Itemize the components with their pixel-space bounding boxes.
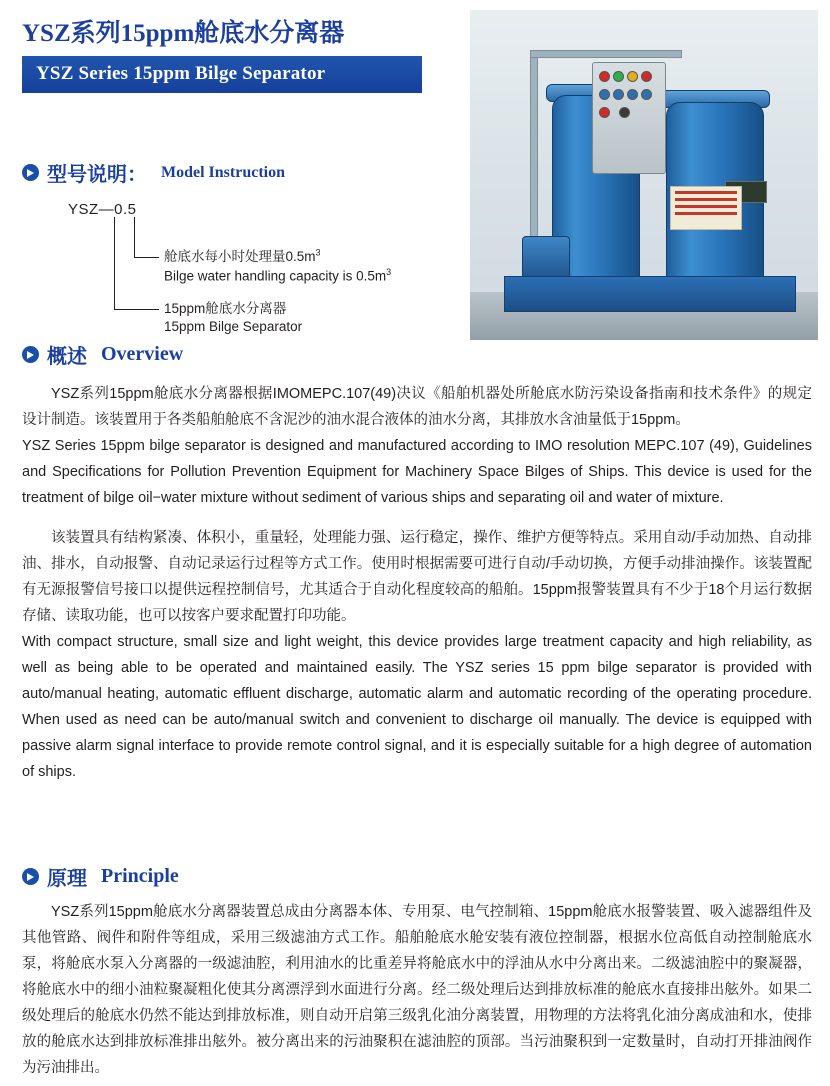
principle-title-cn: 原理: [47, 868, 87, 890]
equipment-base-frame: [504, 276, 796, 312]
overview-heading: [22, 340, 812, 369]
page-title-en-bar: YSZ Series 15ppm Bilge Separator: [22, 56, 422, 93]
emergency-stop-button: [599, 107, 610, 118]
document-header: [22, 18, 452, 93]
control-panel-row-3: [599, 107, 659, 116]
page-title-cn: YSZ系列15ppm舱底水分离器: [22, 20, 345, 47]
model-branch-capacity-en-sup: 3: [386, 267, 392, 277]
model-instruction-section: [22, 158, 462, 351]
model-branch-capacity-cn: [164, 245, 321, 265]
model-instruction-title-en: Model Instruction: [161, 163, 285, 181]
model-branch-capacity-cn-sup: 3: [315, 247, 321, 258]
switch-knob-1: [599, 89, 610, 100]
overview-paragraph-2-en: With compact structure, small size and light weight, this device provides large treatment capacity and high reliability, as well as being able to be operated and maintained easily. The YSZ series 15 ppm bilge separator is provided with auto/manual heating, automatic effluent discharge, automatic alarm and automatic recording of the operating procedure. When used as need can be auto/manual switch and convenient to discharge oil manually. The device is equipped with passive alarm signal interface to provide remote control signal, and it is especially suitable for a high degree of automation of ships.: [22, 634, 812, 780]
warning-label-line: [675, 198, 737, 201]
indicator-light-red: [599, 71, 610, 82]
overview-paragraph-1-cn: YSZ系列15ppm舱底水分离器根据IMOMEPC.107(49)决议《船舶机器处所舱底水防污染设备指南和技术条件》的规定设计制造。该装置用于各类船舶舱底不含泥沙的油水混合液体的油水分离，其排放水含油量低于15ppm。: [22, 386, 812, 428]
indicator-light-red-2: [641, 71, 652, 82]
paragraph-spacer: [22, 511, 812, 525]
principle-section: [22, 862, 812, 1081]
model-branch-capacity-en: [164, 267, 391, 284]
product-photo: [470, 10, 818, 340]
control-panel: [592, 62, 666, 174]
pipe-vertical-left: [530, 50, 538, 252]
model-instruction-title-cn: 型号说明：: [47, 164, 147, 186]
selector-knob: [619, 107, 630, 118]
model-branch-type-cn: 15ppm舱底水分离器: [164, 301, 287, 316]
principle-heading: [22, 862, 812, 891]
leader-line-type: [114, 217, 159, 310]
switch-knob-4: [641, 89, 652, 100]
overview-title-en: Overview: [101, 343, 184, 365]
indicator-light-green: [613, 71, 624, 82]
principle-body: [22, 899, 812, 1081]
model-code-text: YSZ—0.5: [68, 201, 137, 218]
pump-motor: [522, 236, 570, 280]
control-panel-row-2: [599, 89, 659, 98]
switch-knob-3: [627, 89, 638, 100]
overview-title-cn: 概述: [47, 346, 87, 368]
model-instruction-heading: [22, 158, 462, 187]
model-branch-type-en: 15ppm Bilge Separator: [164, 319, 303, 334]
overview-body: [22, 381, 812, 785]
model-branch-capacity-cn-text: 舱底水每小时处理量0.5m: [164, 249, 316, 264]
switch-knob-2: [613, 89, 624, 100]
warning-label-line: [675, 191, 737, 194]
overview-section: [22, 340, 812, 785]
arrow-bullet-icon: [22, 868, 39, 885]
warning-label-line: [675, 212, 737, 215]
arrow-bullet-icon: [22, 164, 39, 181]
overview-paragraph-2-cn: 该装置具有结构紧凑、体积小，重量轻，处理能力强、运行稳定，操作、维护方便等特点。采用自动/手动加热、自动排油、排水，自动报警、自动记录运行过程等方式工作。使用时根据需要可进行自动/手动切换，方便手动排油操作。该装置配有无源报警信号接口以提供远程控制信号，尤其适合于自动化程度较高的船舶。15ppm报警装置具有不少于18个月运行数据存储、读取功能，也可以按客户要求配置打印功能。: [22, 530, 812, 624]
arrow-bullet-icon: [22, 346, 39, 363]
model-code-diagram: [22, 201, 462, 351]
pipe-horizontal-top: [530, 50, 682, 58]
warning-label-line: [675, 205, 737, 208]
control-panel-row-1: [599, 71, 659, 80]
principle-paragraph-1-cn: YSZ系列15ppm舱底水分离器装置总成由分离器本体、专用泵、电气控制箱、15ppm舱底水报警装置、吸入滤器组件及其他管路、阀件和附件等组成，采用三级滤油方式工作。船舶舱底水舱安装有液位控制器，根据水位高低自动控制舱底水泵，将舱底水泵入分离器的一级滤油腔，利用油水的比重差异将舱底水中的浮油从水中分离出来。二级滤油腔中的聚凝器，将舱底水中的细小油粒聚凝粗化使其分离漂浮到水面进行分离。经二级处理后达到排放标准的舱底水直接排出舷外。如果二级处理后的舱底水仍然不能达到排放标准，则自动开启第三级乳化油分离装置，用物理的方法将乳化油分离成油和水，使排放的舱底水达到排放标准排出舷外。被分离出来的污油聚积在滤油腔的顶部。当污油聚积到一定数量时，自动打开排油阀作为污油排出。: [22, 904, 812, 1076]
model-branch-capacity-en-text: Bilge water handling capacity is 0.5m: [164, 268, 387, 284]
overview-paragraph-1-en: YSZ Series 15ppm bilge separator is designed and manufactured according to IMO resolution MEPC.107 (49), Guidelines and Specifications for Pollution Prevention Equipment for Machinery Space Bilges of Ships. This device is used for the treatment of bilge oil−water mixture without sediment of various ships and separating oil and water of mixture.: [22, 438, 812, 506]
warning-label: [670, 186, 742, 230]
indicator-light-yellow: [627, 71, 638, 82]
principle-title-en: Principle: [101, 865, 179, 887]
